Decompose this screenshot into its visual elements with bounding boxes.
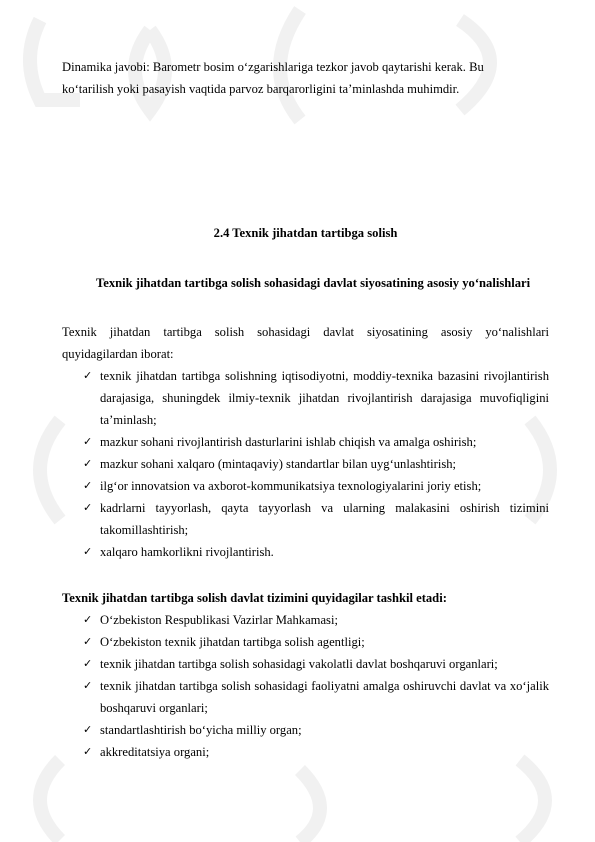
check-icon: ✓ <box>83 502 93 514</box>
section-title: 2.4 Texnik jihatdan tartibga solish <box>213 226 398 240</box>
check-icon: ✓ <box>83 724 93 736</box>
check-icon: ✓ <box>83 370 93 382</box>
list-item: ✓ standartlashtirish bo‘yicha milliy organ; <box>62 719 549 741</box>
intro-line-1: Dinamika javobi: Barometr bosim o‘zgarishlariga tezkor javob qaytarishi kerak. Bu <box>62 60 484 74</box>
check-icon: ✓ <box>83 480 93 492</box>
list-item: ✓ xalqaro hamkorlikni rivojlantirish. <box>62 541 549 563</box>
check-icon: ✓ <box>83 546 93 558</box>
check-icon: ✓ <box>83 458 93 470</box>
section-subheading: Texnik jihatdan tartibga solish sohasidagi davlat siyosatining asosiy yo‘nalishlari <box>96 276 531 290</box>
list-item: ✓ texnik jihatdan tartibga solish sohasidagi vakolatli davlat boshqaruvi organlari; <box>62 653 549 675</box>
list-item: ✓ mazkur sohani rivojlantirish dasturlarini ishlab chiqish va amalga oshirish; <box>62 431 549 453</box>
check-icon: ✓ <box>83 658 93 670</box>
check-icon: ✓ <box>83 680 93 692</box>
list-item: ✓ ilg‘or innovatsion va axborot-kommunikatsiya texnologiyalarini joriy etish; <box>62 475 549 497</box>
list-item: ✓ texnik jihatdan tartibga solishning iqtisodiyotni, moddiy-texnika bazasini rivojlantirish darajasiga, shuningdek ilmiy-texnik jihatdan rivojlantirish darajasiga muvofiqligini ta’minlash; <box>62 365 549 431</box>
system-heading: Texnik jihatdan tartibga solish davlat tizimini quyidagilar tashkil etadi: <box>62 591 447 605</box>
check-icon: ✓ <box>83 614 93 626</box>
system-bodies-list <box>62 609 549 763</box>
list-item: ✓ O‘zbekiston texnik jihatdan tartibga solish agentligi; <box>62 631 549 653</box>
list-item: ✓ mazkur sohani xalqaro (mintaqaviy) standartlar bilan uyg‘unlashtirish; <box>62 453 549 475</box>
section-paragraph: Texnik jihatdan tartibga solish sohasidagi davlat siyosatining asosiy yo‘nalishlari quyidagilardan iborat: <box>62 325 549 361</box>
check-icon: ✓ <box>83 746 93 758</box>
list-item: ✓ O‘zbekiston Respublikasi Vazirlar Mahkamasi; <box>62 609 549 631</box>
policy-directions-list <box>62 365 549 563</box>
list-item: ✓ akkreditatsiya organi; <box>62 741 549 763</box>
list-item: ✓ kadrlarni tayyorlash, qayta tayyorlash va ularning malakasini oshirish tizimini takomillashtirish; <box>62 497 549 541</box>
check-icon: ✓ <box>83 636 93 648</box>
check-icon: ✓ <box>83 436 93 448</box>
intro-line-2: ko‘tarilish yoki pasayish vaqtida parvoz barqarorligini ta’minlashda muhimdir. <box>62 82 460 96</box>
intro-paragraph <box>62 56 549 100</box>
list-item: ✓ texnik jihatdan tartibga solish sohasidagi faoliyatni amalga oshiruvchi davlat va xo‘jalik boshqaruvi organlari; <box>62 675 549 719</box>
